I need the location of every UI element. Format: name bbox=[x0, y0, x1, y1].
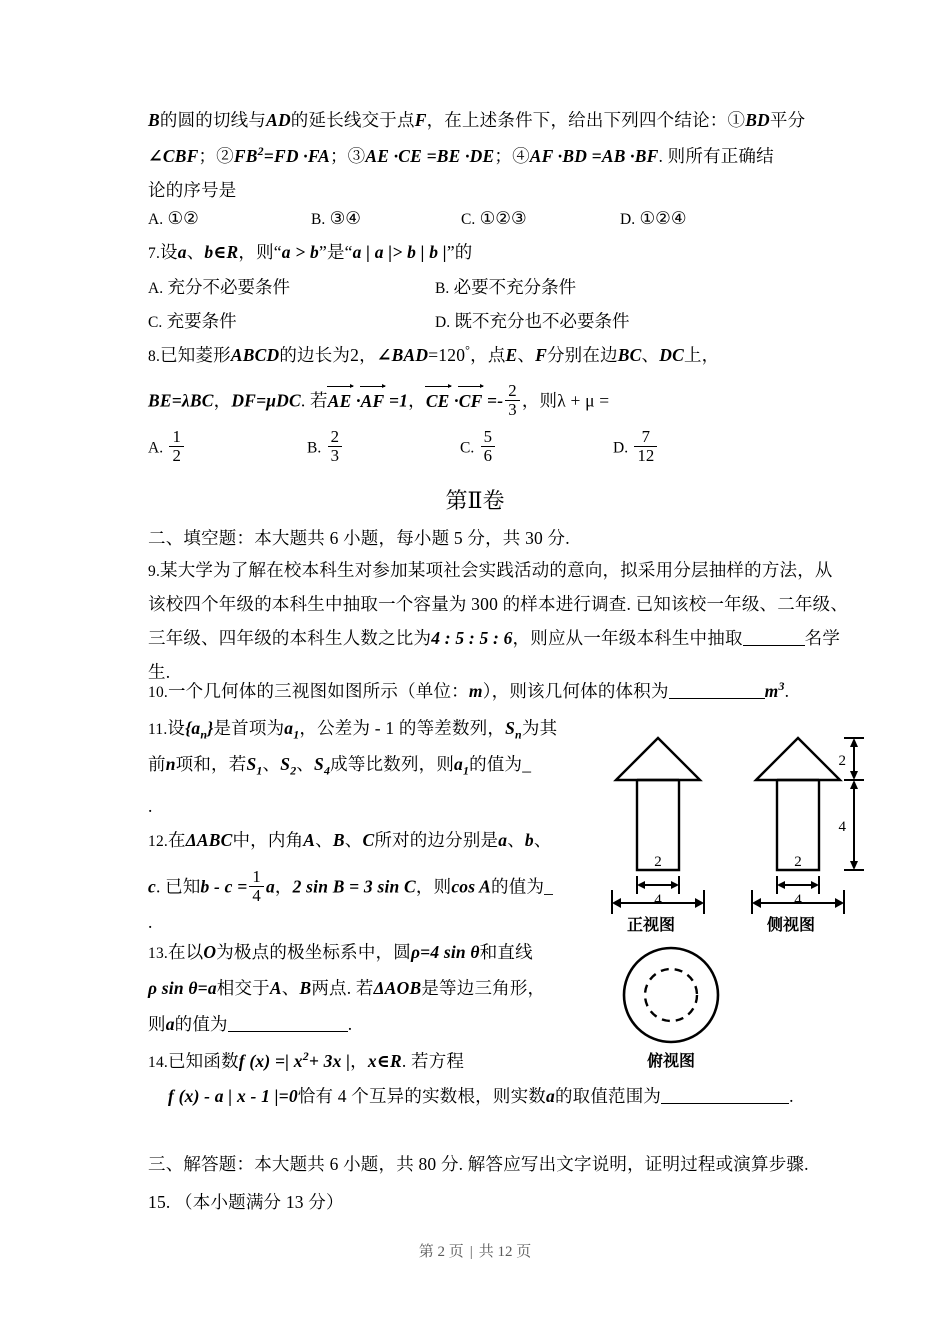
q11-blank-hint: 的值为_ bbox=[469, 754, 532, 774]
q12-line2: c. 已知b - c = $\frac{1}{4}$ a，2 sin B = 3 sin C，则cos A的值为_ bbox=[148, 867, 554, 905]
q7-var-b: b∈R bbox=[204, 242, 239, 262]
q11-t3: ，公差为 - 1 的等差数列， bbox=[299, 718, 506, 738]
vertical-dim-4: 4 bbox=[838, 819, 846, 835]
q11-line1: 11.设$\{a_n\}$是首项为$a_1$，公差为 - 1 的等差数列，$S_n$为其 bbox=[148, 718, 558, 742]
q6-text-3: ，在上述条件下，给出下列四个结论：① bbox=[426, 110, 746, 130]
q8-mid1: · bbox=[351, 390, 361, 411]
q8-vector-ae: AE bbox=[328, 388, 352, 414]
q12-expr-sin: 2 sin B = 3 sin C bbox=[292, 876, 416, 897]
q8-stem-line1 bbox=[148, 342, 719, 368]
q8-option-c[interactable]: C. $\frac{5}{6}$ bbox=[460, 428, 497, 465]
q8-eq1: =λBC bbox=[171, 390, 214, 411]
q11-line3: . bbox=[148, 796, 153, 816]
q7-number: 7. bbox=[148, 245, 161, 262]
page-footer bbox=[0, 1240, 950, 1261]
q8-var-dc: DC bbox=[659, 344, 684, 365]
top-view-inner-circle-dashed bbox=[645, 969, 697, 1021]
q8-stem-line2 bbox=[148, 382, 609, 419]
q7-option-c[interactable]: C. 充要条件 bbox=[148, 311, 237, 331]
q7-options-row1 bbox=[148, 274, 848, 300]
top-view-figure bbox=[616, 944, 726, 1046]
q6-option-c[interactable]: C. ①②③ bbox=[461, 208, 527, 228]
section-2-title: 第Ⅱ卷 bbox=[445, 488, 505, 513]
q7-var-a: a bbox=[177, 242, 187, 262]
q6-expr-fb-sup: 2 bbox=[257, 144, 264, 158]
q13-line3: 则a的值为 . bbox=[148, 1014, 353, 1034]
q13-line-eq: ρ sin θ bbox=[148, 978, 198, 998]
q12-number: 12. bbox=[148, 833, 168, 850]
top-view-outer-circle bbox=[624, 948, 718, 1042]
q15-header: 15. （本小题满分 13 分） bbox=[148, 1192, 344, 1212]
q6-var-ad: AD bbox=[266, 110, 291, 130]
q10-answer-blank[interactable] bbox=[669, 698, 765, 699]
q8-vector-cf: CF bbox=[459, 388, 483, 414]
q6-angle-cbf: ∠CBF bbox=[148, 145, 199, 166]
q8-c1: ， bbox=[213, 390, 232, 411]
q7-expr2: a | a |> b | b | bbox=[352, 242, 447, 262]
q7-t3: ，则“ bbox=[238, 242, 282, 262]
q6-text-4: 平分 bbox=[769, 110, 806, 130]
q7-t4: ”是“ bbox=[318, 242, 353, 262]
q8-degree: ° bbox=[465, 343, 471, 357]
q8-vector-af: AF bbox=[361, 388, 385, 414]
q6-option-d[interactable]: D. ①②④ bbox=[620, 208, 687, 228]
q8-eq4: =- bbox=[482, 390, 504, 411]
footer-current-page: 第 2 页 bbox=[418, 1244, 464, 1260]
q8-t6: 分别在边 bbox=[546, 344, 618, 365]
q6-options bbox=[148, 208, 848, 234]
q7-t5: ”的 bbox=[446, 242, 473, 262]
q7-option-a[interactable]: A. 充分不必要条件 bbox=[148, 277, 290, 297]
q8-t4: ，点 bbox=[470, 344, 506, 365]
q9-line1 bbox=[148, 558, 833, 583]
q6-var-f: F bbox=[414, 110, 427, 130]
q8-angle-bad: ∠BAD bbox=[376, 344, 429, 365]
q6-text-8: . 则所有正确结 bbox=[658, 145, 774, 166]
q11-line2: 前n项和，若$S_1$、$S_2$、$S_4$成等比数列，则$a_1$的值为_ bbox=[148, 754, 532, 778]
top-view-label: 俯视图 bbox=[646, 1053, 695, 1070]
q6-var-b: B bbox=[148, 110, 160, 130]
front-view-label: 正视图 bbox=[626, 917, 675, 934]
q12-triangle-abc: ΔABC bbox=[185, 830, 233, 850]
q11-sn: S bbox=[505, 718, 516, 738]
q8-var-bc: BC bbox=[617, 344, 642, 365]
footer-separator: | bbox=[469, 1244, 473, 1260]
q8-num2: 2 bbox=[350, 344, 360, 365]
q8-fraction-2-3: $\frac{2}{3}$ bbox=[505, 382, 520, 419]
q6-text-1: 的圆的切线与 bbox=[159, 110, 267, 130]
q10-unit-m: m bbox=[468, 680, 483, 701]
q14-line1: 14.已知函数f (x) =| $x^2+ 3x$ |，x∈R. 若方程 bbox=[148, 1049, 465, 1071]
q13-line2: ρ sin θ=a相交于A、B两点. 若ΔAOB是等边三角形， bbox=[148, 978, 546, 998]
q8-t3: ， bbox=[359, 344, 377, 365]
q6-stem-line3: 论的序号是 bbox=[148, 180, 237, 200]
q6-var-bd: BD bbox=[745, 110, 770, 130]
q9-number: 9. bbox=[148, 563, 161, 580]
q14-func: f (x) =| x bbox=[238, 1050, 303, 1071]
q8-var-f: F bbox=[535, 344, 547, 365]
q6-option-b[interactable]: B. ③④ bbox=[311, 208, 361, 228]
q7-options-row2 bbox=[148, 308, 848, 334]
q8-option-a[interactable]: A. $\frac{1}{2}$ bbox=[148, 428, 186, 465]
q10-unit-m3: m bbox=[764, 680, 779, 701]
q6-option-a[interactable]: A. ①② bbox=[148, 208, 199, 228]
q8-number: 8. bbox=[148, 347, 161, 365]
q12-expr-bc: b - c = bbox=[200, 876, 248, 897]
section-2-instruction: 二、填空题：本大题共 6 小题，每小题 5 分，共 30 分. bbox=[148, 528, 570, 548]
q8-be: BE bbox=[148, 390, 172, 411]
q14-line2: f (x) - a | x - 1 |=0恰有 4 个互异的实数根，则实数a的取值范围为 . bbox=[168, 1086, 794, 1106]
q11-number: 11. bbox=[148, 721, 168, 738]
q6-stem-line2 bbox=[148, 143, 808, 169]
q12-blank-hint: 的值为_ bbox=[491, 876, 554, 897]
q9-text-3c: 名学 bbox=[804, 628, 841, 648]
q8-options bbox=[148, 428, 848, 476]
q13-answer-blank[interactable] bbox=[228, 1031, 348, 1032]
q8-df: DF bbox=[231, 390, 257, 411]
q7-stem bbox=[148, 240, 473, 265]
front-view-dim-2: 2 bbox=[654, 854, 662, 870]
q11-t4: 为其 bbox=[521, 718, 558, 738]
q8-tail: ，则λ + μ = bbox=[521, 390, 610, 411]
side-view-dim-4: 4 bbox=[794, 892, 802, 908]
q12-line3: . bbox=[148, 912, 153, 932]
q7-expr1: a > b bbox=[281, 242, 319, 262]
q13-number: 13. bbox=[148, 945, 168, 962]
q10-text-c: . bbox=[784, 680, 790, 701]
front-view-triangle bbox=[616, 738, 700, 780]
q8-vector-ce: CE bbox=[426, 388, 450, 414]
side-view-dim-2: 2 bbox=[794, 854, 802, 870]
side-view-label: 侧视图 bbox=[766, 917, 815, 934]
q9-text-1: 某大学为了解在校本科生对参加某项社会实践活动的意向，拟采用分层抽样的方法，从 bbox=[160, 560, 833, 580]
q11-t5: 前 bbox=[148, 754, 166, 774]
q8-c2: ， bbox=[408, 390, 426, 411]
q9-line3 bbox=[148, 626, 840, 651]
q10-line1 bbox=[148, 678, 789, 704]
top-view-svg bbox=[616, 944, 726, 1046]
q8-var-abcd: ABCD bbox=[230, 344, 280, 365]
q13-line1: 13.在以O为极点的极坐标系中，圆ρ=4 sin θ和直线 bbox=[148, 942, 533, 962]
q6-expr-fb: FB bbox=[233, 145, 258, 166]
q8-t5: 、 bbox=[517, 344, 536, 365]
section-3-instruction: 三、解答题：本大题共 6 小题，共 80 分. 解答应写出文字说明，证明过程或演算步骤. bbox=[148, 1154, 809, 1174]
q8-t2: 的边长为 bbox=[279, 344, 351, 365]
q6-text-7: ；④ bbox=[494, 145, 530, 166]
q7-option-b[interactable]: B. 必要不充分条件 bbox=[435, 277, 577, 297]
q11-a1: a bbox=[284, 718, 294, 738]
q11-t2: 是首项为 bbox=[213, 718, 285, 738]
q14-equation: f (x) - a | x - 1 |=0 bbox=[168, 1086, 298, 1106]
q8-mid2: · bbox=[449, 390, 459, 411]
q9-text-3b: ，则应从一年级本科生中抽取 bbox=[512, 628, 743, 648]
q8-eq2: =μDC bbox=[256, 390, 301, 411]
q13-circle-eq: =4 sin θ bbox=[420, 942, 480, 962]
q10-text-b: ），则该几何体的体积为 bbox=[482, 680, 669, 701]
front-view-dim-4: 4 bbox=[654, 892, 662, 908]
q9-ratio: 4 : 5 : 5 : 6 bbox=[431, 628, 513, 648]
q10-unit-m3-sup: 3 bbox=[778, 679, 785, 693]
q12-cos-a: cos A bbox=[451, 876, 492, 897]
q11-t6: 项和，若 bbox=[175, 754, 247, 774]
q10-number: 10. bbox=[148, 683, 168, 701]
q9-text-3a: 三年级、四年级的本科生人数之比为 bbox=[148, 628, 432, 648]
q6-text-5: ；② bbox=[198, 145, 234, 166]
q7-option-d[interactable]: D. 既不充分也不必要条件 bbox=[435, 311, 630, 331]
footer-total-pages: 共 12 页 bbox=[478, 1244, 532, 1260]
q8-t9: . 若 bbox=[300, 390, 328, 411]
q6-expr-af: AF ·BD =AB ·BF bbox=[529, 145, 659, 166]
q6-text-6: ；③ bbox=[329, 145, 366, 166]
q8-option-d[interactable]: D. $\frac{7}{12}$ bbox=[613, 428, 659, 465]
q14-answer-blank[interactable] bbox=[661, 1103, 789, 1104]
q7-t1: 设 bbox=[160, 242, 178, 262]
q6-text-2: 的延长线交于点 bbox=[290, 110, 415, 130]
q8-eq3: =1 bbox=[384, 390, 409, 411]
q11-seq: {a bbox=[185, 718, 201, 738]
q11-t1: 设 bbox=[167, 718, 186, 738]
q8-t8: 上， bbox=[683, 344, 720, 365]
q8-option-b[interactable]: B. $\frac{2}{3}$ bbox=[307, 428, 344, 465]
q6-expr-ae: AE ·CE =BE ·DE bbox=[365, 145, 495, 166]
q9-answer-blank[interactable] bbox=[743, 645, 805, 646]
side-view-triangle bbox=[756, 738, 840, 780]
q8-t7: 、 bbox=[641, 344, 660, 365]
q8-t1: 已知菱形 bbox=[160, 344, 231, 365]
q7-t2: 、 bbox=[186, 242, 205, 262]
q8-var-e: E bbox=[505, 344, 518, 365]
q6-stem-line1 bbox=[148, 108, 808, 133]
q10-text-a: 一个几何体的三视图如图所示（单位： bbox=[167, 680, 469, 701]
q8-eq: =120 bbox=[428, 344, 466, 365]
q12-fraction-1-4: $\frac{1}{4}$ bbox=[249, 868, 264, 905]
vertical-dim-2: 2 bbox=[838, 753, 846, 769]
q14-number: 14. bbox=[148, 1053, 168, 1071]
q9-line2: 该校四个年级的本科生中抽取一个容量为 300 的样本进行调查. 已知该校一年级、二年级、 bbox=[148, 594, 849, 614]
q6-expr-fbfa: =FD ·FA bbox=[263, 145, 330, 166]
q9-line4: 生. bbox=[148, 662, 171, 682]
q13-triangle-aob: ΔAOB bbox=[373, 978, 422, 998]
q12-line1: 12.在ΔABC中，内角A、B、C所对的边分别是a、b、 bbox=[148, 830, 552, 850]
